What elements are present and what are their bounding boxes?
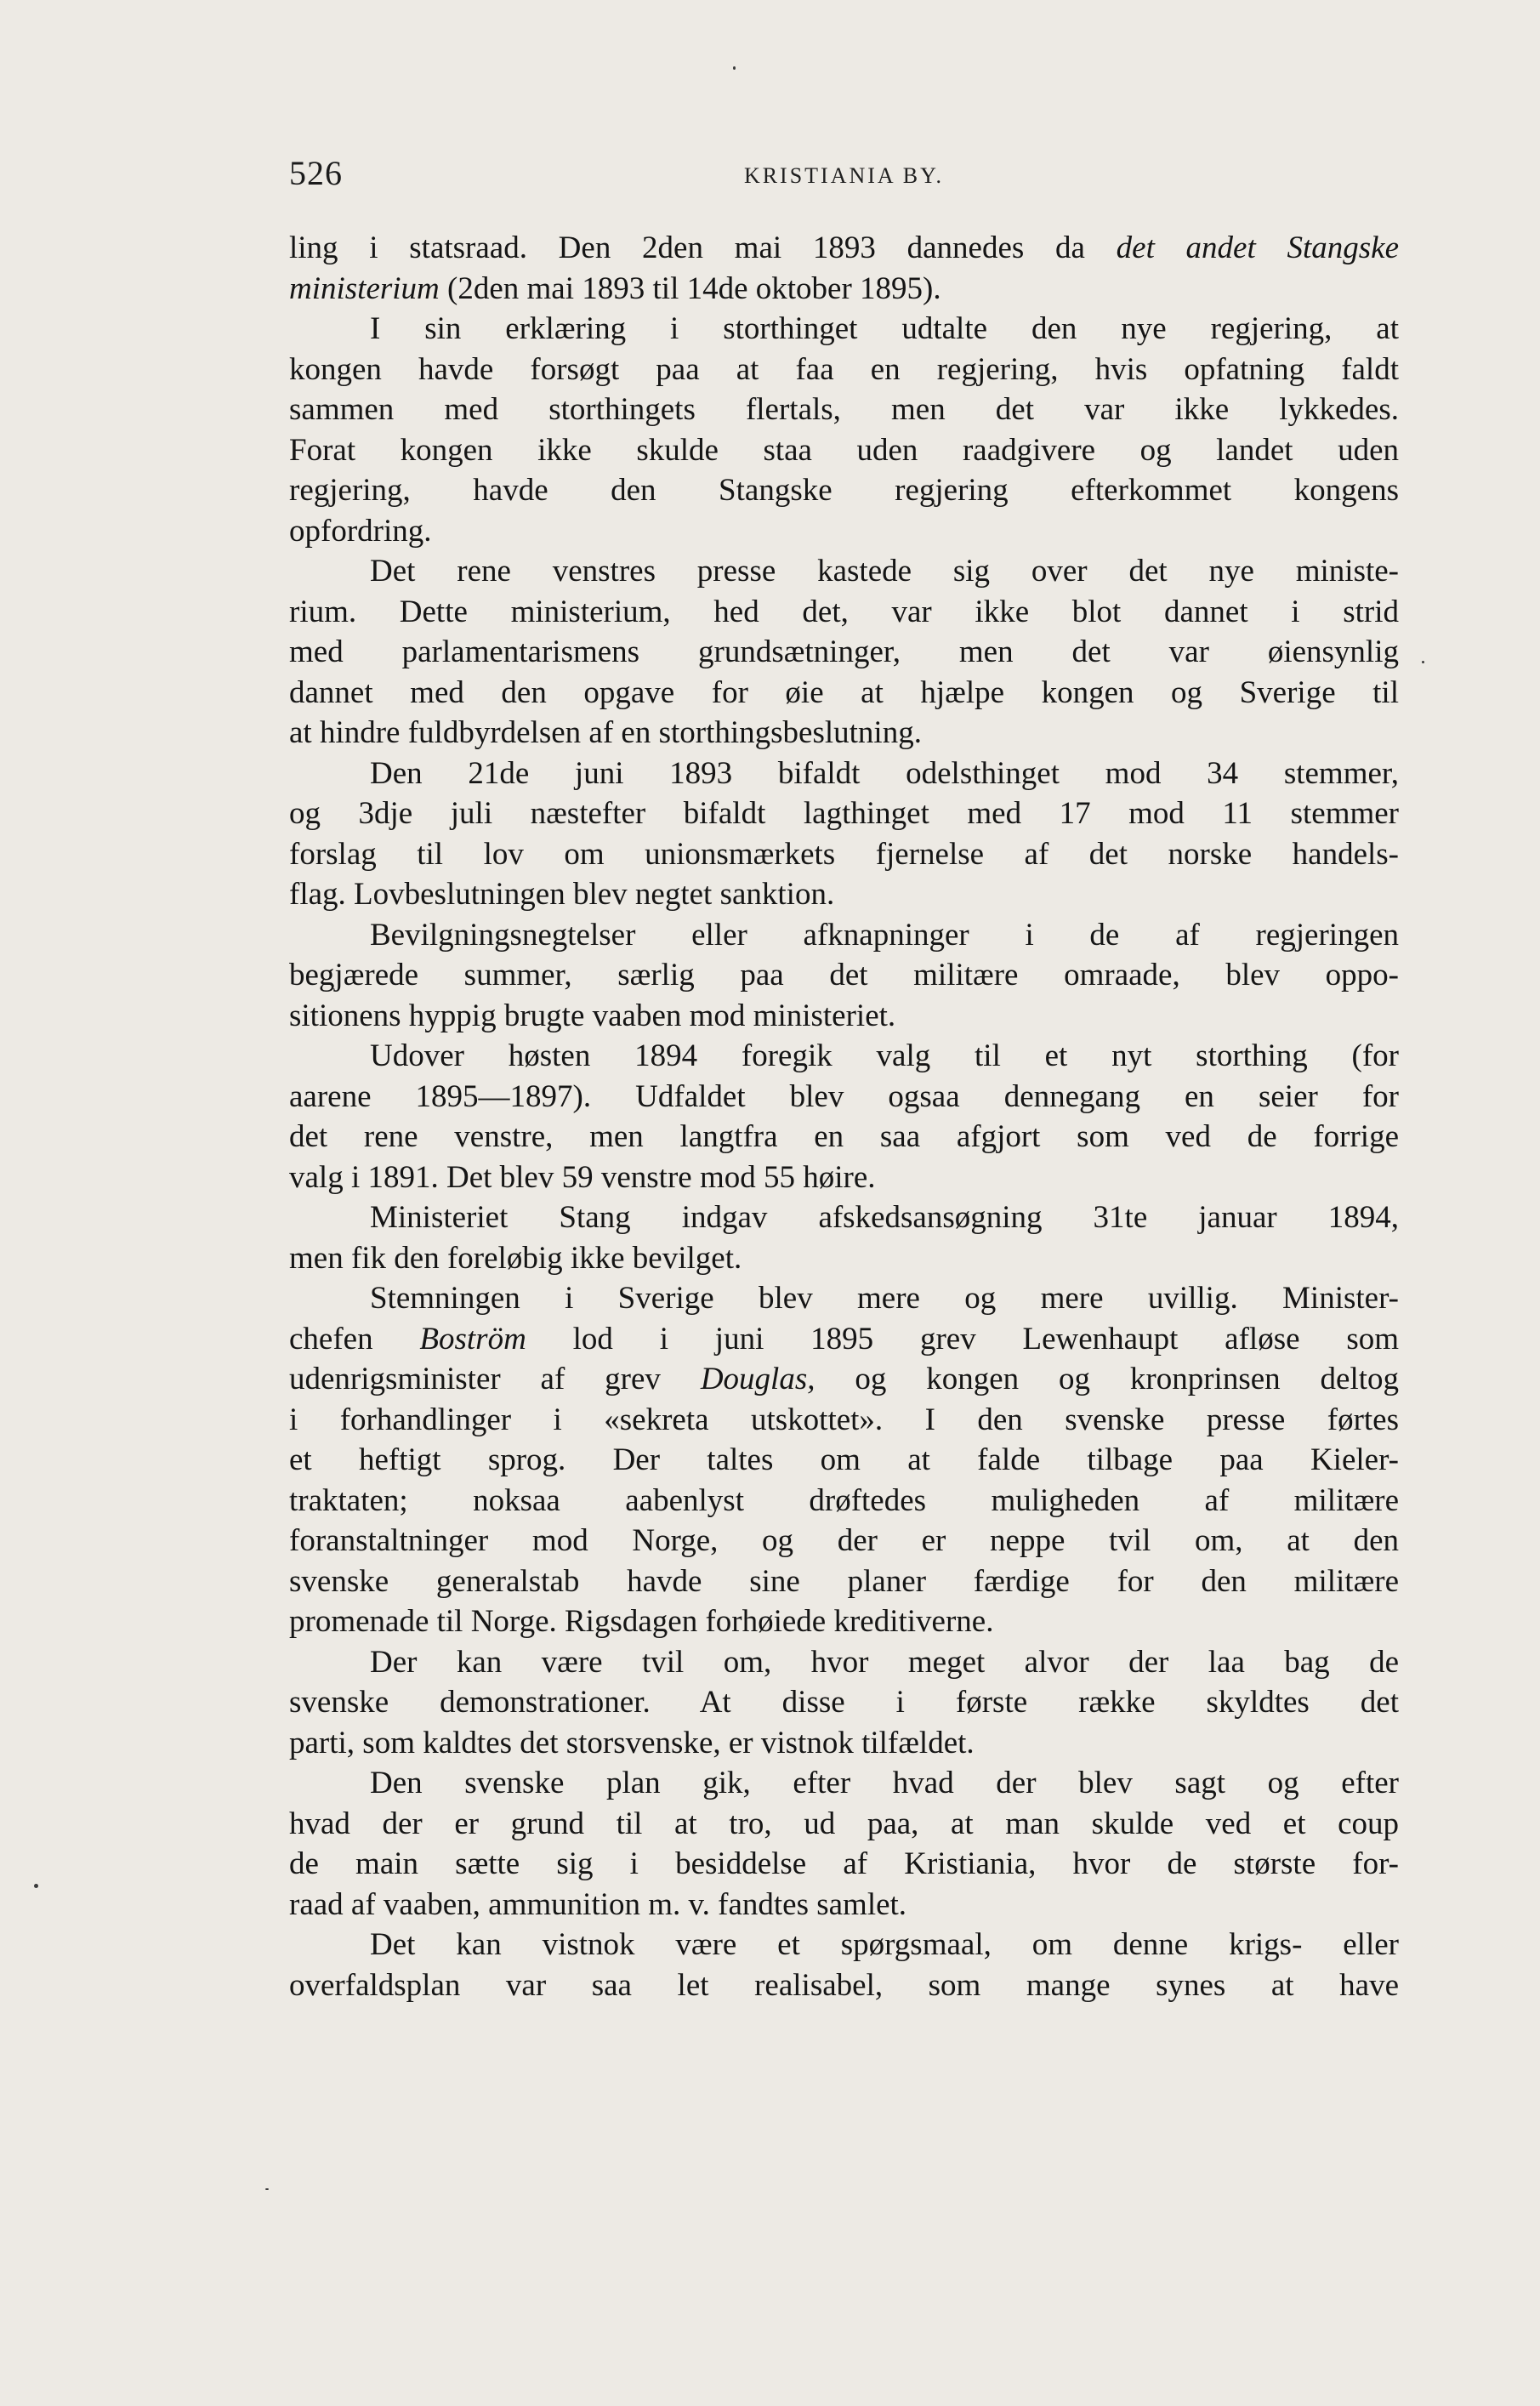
text-run: flag. Lovbeslutningen blev negtet sanktion. xyxy=(289,877,835,912)
text-line xyxy=(289,1601,1399,1642)
text-line xyxy=(289,1885,1399,1925)
text-line xyxy=(289,350,1399,390)
print-speck xyxy=(1422,661,1424,663)
text-line xyxy=(289,1521,1399,1561)
text-line xyxy=(289,1238,1399,1279)
text-line xyxy=(289,430,1399,471)
text-run: aarene 1895—1897). Udfaldet blev ogsaa dennegang en seier for xyxy=(289,1078,1399,1114)
text-run: at hindre fuldbyrdelsen af en storthingsbeslutning. xyxy=(289,715,922,750)
text-run: Det rene venstres presse kastede sig over det nye ministe- xyxy=(370,554,1399,589)
text-line xyxy=(289,1763,1399,1804)
text-line xyxy=(289,673,1399,714)
text-run: traktaten; noksaa aabenlyst drøftedes muligheden af militære xyxy=(289,1482,1399,1518)
text-run: regjering, havde den Stangske regjering efterkommet kongens xyxy=(289,473,1399,508)
page-header xyxy=(289,153,1399,204)
text-run: Stemningen i Sverige blev mere og mere uvillig. Minister- xyxy=(370,1281,1399,1316)
text-run: opfordring. xyxy=(289,513,432,549)
text-run: (2den mai 1893 til 14de oktober 1895). xyxy=(439,270,941,306)
text-run: de main sætte sig i besiddelse af Kristiania, hvor de største for- xyxy=(289,1846,1399,1881)
text-line xyxy=(289,1036,1399,1077)
text-line xyxy=(289,1844,1399,1885)
print-speck xyxy=(34,1884,38,1888)
text-line xyxy=(289,955,1399,996)
text-line xyxy=(289,228,1399,269)
italic-text: Douglas, xyxy=(700,1362,815,1396)
text-line xyxy=(289,390,1399,430)
text-run: Den svenske plan gik, efter hvad der blev sagt og efter xyxy=(370,1766,1399,1800)
text-run: valg i 1891. Det blev 59 venstre mod 55 høire. xyxy=(289,1159,876,1195)
text-line xyxy=(289,470,1399,511)
text-line xyxy=(289,1400,1399,1441)
text-run: Bevilgningsnegtelser eller afknapninger i de af regjeringen xyxy=(370,917,1399,953)
text-run: kongen havde forsøgt paa at faa en regjering, hvis opfatning faldt xyxy=(289,351,1399,387)
italic-text: det andet Stangske xyxy=(1116,230,1399,265)
text-line xyxy=(289,309,1399,350)
text-line xyxy=(289,713,1399,754)
text-line xyxy=(289,632,1399,673)
text-run: I sin erklæring i storthinget udtalte den nye regjering, at xyxy=(370,311,1399,346)
text-line xyxy=(289,1278,1399,1319)
text-run: i forhandlinger i «sekreta utskottet». I den svenske presse førtes xyxy=(289,1402,1399,1437)
text-run: udenrigsminister af grev xyxy=(289,1362,701,1396)
running-title: KRISTIANIA BY. xyxy=(743,163,945,188)
text-run: ling i statsraad. Den 2den mai 1893 dannedes da xyxy=(289,230,1117,265)
text-run: overfaldsplan var saa let realisabel, som mange synes at have xyxy=(289,1967,1399,2003)
text-line xyxy=(289,1723,1399,1764)
text-line xyxy=(289,874,1399,915)
text-run: det rene venstre, men langtfra en saa afgjort som ved de forrige xyxy=(289,1119,1399,1154)
text-run: parti, som kaldtes det storsvenske, er vistnok tilfældet. xyxy=(289,1725,975,1760)
text-line xyxy=(289,915,1399,956)
text-run: med parlamentarismens grundsætninger, men det var øiensynlig xyxy=(289,634,1399,669)
text-run: raad af vaaben, ammunition m. v. fandtes samlet. xyxy=(289,1886,907,1922)
text-line xyxy=(289,1117,1399,1157)
text-run: begjærede summer, særlig paa det militære omraade, blev oppo- xyxy=(289,958,1399,993)
text-line xyxy=(289,269,1399,310)
text-run: Der kan være tvil om, hvor meget alvor der laa bag de xyxy=(370,1644,1399,1680)
print-speck xyxy=(265,2188,269,2190)
text-run: sitionens hyppig brugte vaaben mod ministeriet. xyxy=(289,998,896,1033)
text-line xyxy=(289,1197,1399,1238)
text-run: svenske generalstab havde sine planer færdige for den militære xyxy=(289,1563,1399,1599)
text-line xyxy=(289,1682,1399,1723)
text-run: dannet med den opgave for øie at hjælpe kongen og Sverige til xyxy=(289,674,1399,710)
italic-text: Boström xyxy=(419,1321,526,1357)
text-run: promenade til Norge. Rigsdagen forhøiede kreditiverne. xyxy=(289,1604,994,1639)
text-run: chefen xyxy=(289,1321,420,1357)
text-line xyxy=(289,1925,1399,1965)
body-text xyxy=(289,228,1399,2005)
text-line xyxy=(289,793,1399,834)
text-run: sammen med storthingets flertals, men det var ikke lykkedes. xyxy=(289,392,1399,427)
text-line xyxy=(289,1561,1399,1602)
text-line xyxy=(289,1440,1399,1481)
text-line xyxy=(289,1359,1399,1400)
page-number: 526 xyxy=(289,154,343,192)
text-line xyxy=(289,592,1399,633)
text-line xyxy=(289,551,1399,592)
text-run: rium. Dette ministerium, hed det, var ikke blot dannet i strid xyxy=(289,594,1399,629)
text-line xyxy=(289,1157,1399,1198)
text-run: forslag til lov om unionsmærkets fjernelse af det norske handels- xyxy=(289,836,1399,872)
text-line xyxy=(289,1481,1399,1522)
text-run: hvad der er grund til at tro, ud paa, at man skulde ved et coup xyxy=(289,1806,1399,1841)
text-run: og 3dje juli næstefter bifaldt lagthinget med 17 mod 11 stemmer xyxy=(289,796,1399,831)
text-run: Ministeriet Stang indgav afskedsansøgning 31te januar 1894, xyxy=(370,1200,1399,1235)
text-line xyxy=(289,1319,1399,1360)
text-line xyxy=(289,1642,1399,1683)
text-line xyxy=(289,1804,1399,1845)
text-line xyxy=(289,834,1399,875)
italic-text: ministerium xyxy=(289,270,440,306)
text-run: et heftigt sprog. Der taltes om at falde tilbage paa Kieler- xyxy=(289,1442,1399,1477)
text-run: lod i juni 1895 grev Lewenhaupt afløse som xyxy=(526,1321,1399,1357)
text-run: og kongen og kronprinsen deltog xyxy=(815,1362,1399,1396)
text-run: Den 21de juni 1893 bifaldt odelsthinget mod 34 stemmer, xyxy=(370,755,1399,791)
text-run: Det kan vistnok være et spørgsmaal, om denne krigs- eller xyxy=(370,1927,1399,1962)
text-run: svenske demonstrationer. At disse i første række skyldtes det xyxy=(289,1685,1399,1720)
text-run: men fik den foreløbig ikke bevilget. xyxy=(289,1240,742,1276)
print-speck xyxy=(733,66,736,70)
text-run: Forat kongen ikke skulde staa uden raadgivere og landet uden xyxy=(289,432,1399,468)
text-run: foranstaltninger mod Norge, og der er neppe tvil om, at den xyxy=(289,1523,1399,1558)
text-line xyxy=(289,1077,1399,1118)
text-line xyxy=(289,754,1399,794)
text-line xyxy=(289,996,1399,1037)
text-line xyxy=(289,1965,1399,2006)
text-line xyxy=(289,511,1399,552)
text-run: Udover høsten 1894 foregik valg til et nyt storthing (for xyxy=(370,1038,1399,1073)
